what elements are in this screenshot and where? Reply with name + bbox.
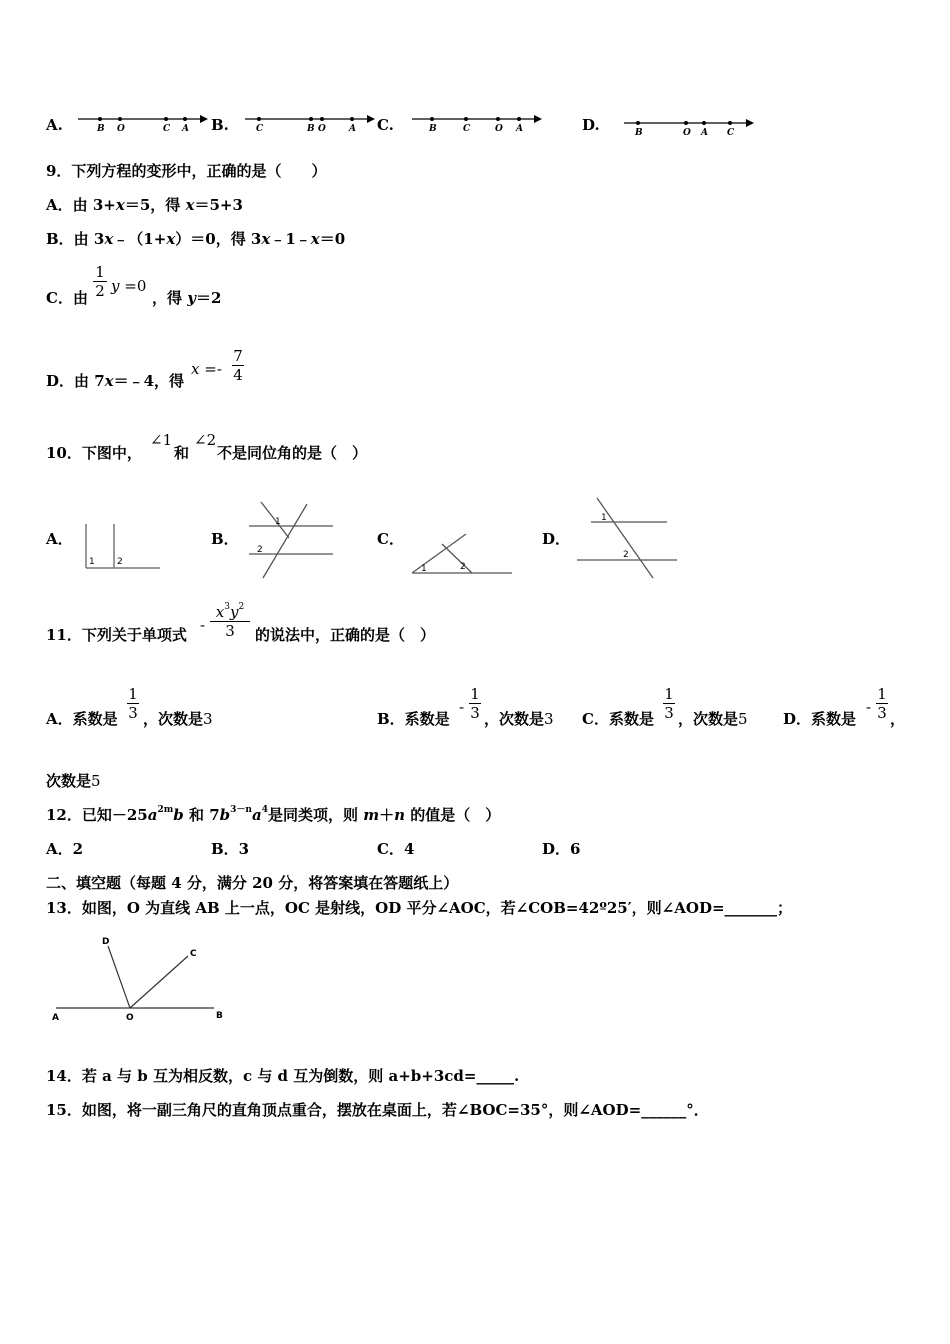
q10-figure-a [80,520,162,572]
monomial-denominator: 3 [225,622,235,640]
q11-option-a-prefix: A．系数是 [46,710,118,728]
point-label: A [701,128,708,138]
point-dot [350,117,354,121]
q11-option-c-prefix: C．系数是 [582,710,654,728]
q10-angle-2: ∠2 [194,431,217,449]
angle-mark: 1 [275,517,281,527]
point-dot [257,117,261,121]
number-line-arrow [200,115,208,123]
q11-option-d-fraction: 1 3 [877,685,887,722]
point-dot [728,121,732,125]
q11-option-b-negative: - [459,698,465,716]
q8-option-a-letter: A. [46,116,63,134]
q9-option-c-fraction [93,264,107,299]
q11-option-c-fraction: 1 3 [664,685,674,722]
point-label: B [429,124,437,134]
point-dot [98,117,102,121]
fraction-numerator: 1 [95,263,105,281]
q10-figure-b [245,498,337,580]
q8-option-d-letter: D. [582,116,600,134]
q10-figure-c [408,530,516,578]
point-label: O [126,1013,134,1023]
q11-option-b-degree: ，次数是3 [484,710,554,728]
point-label: O [495,124,503,134]
q12-stem: 12．已知$-25a^{2m}b$ 和 $7b^{3-n}a^4$是同类项，则 m＋n 的值是（ ） [46,805,501,824]
q11-option-d-degree: 次数是5 [46,772,101,790]
q11-option-d-comma: ， [890,710,906,728]
q8-option-a-number-line [78,110,208,136]
q11-option-d-negative: - [866,698,872,716]
q10-option-b-letter: B． [211,530,239,548]
number-line-arrow [534,115,542,123]
point-label: B [635,128,643,138]
q10-and: 和 [174,444,190,462]
point-dot [164,117,168,121]
point-label: O [318,124,326,134]
q11-monomial [210,604,250,639]
angle-mark: 1 [601,513,607,523]
q8-option-c-letter: C. [377,116,394,134]
q9-option-c-equation: y =0 [111,277,147,295]
q11-option-c-degree: ，次数是5 [678,710,748,728]
q9-option-b: B．由 3x﹣（1+x）＝0，得 3x﹣1﹣x＝0 [46,230,346,248]
q14-text: 14．若 a 与 b 互为相反数，c 与 d 互为倒数，则 a+b+3cd=_____. [46,1067,520,1085]
q9-option-a: A．由 3+x＝5，得 x＝5+3 [46,196,243,214]
q10-option-a-letter: A． [46,530,73,548]
point-label: A [52,1013,59,1023]
point-label: C [727,128,735,138]
fraction-denominator: 4 [233,366,243,384]
point-label: C [256,124,264,134]
q12-option-a: A．2 [46,840,84,858]
point-dot [464,117,468,121]
q12-option-d: D．6 [542,840,581,858]
point-label: A [349,124,356,134]
q13-text: 13．如图，O 为直线 AB 上一点，OC 是射线，OD 平分∠AOC，若∠COB=42º25′，则∠AOD=_______； [46,899,793,917]
point-label: C [163,124,171,134]
angle-mark: 2 [257,545,263,555]
q8-option-d-number-line [624,114,754,140]
angle-mark: 1 [89,557,95,567]
section-heading: 二、填空题（每题 4 分，满分 20 分，将答案填在答题纸上） [46,874,459,892]
q11-stem-prefix: 11．下列关于单项式 [46,626,187,644]
fraction-denominator: 2 [95,282,105,300]
q8-option-b-letter: B. [211,116,229,134]
point-dot [309,117,313,121]
point-label: C [463,124,471,134]
point-label: B [216,1011,223,1021]
point-label: B [307,124,315,134]
fraction-numerator: 7 [233,347,243,365]
point-dot [118,117,122,121]
q10-stem-suffix: 不是同位角的是（ ） [217,444,368,462]
point-label: A [516,124,523,134]
q8-option-c-number-line [412,110,542,136]
q11-option-d-prefix: D．系数是 [783,710,857,728]
point-dot [320,117,324,121]
angle-mark: 2 [117,557,123,567]
angle-mark: 2 [623,550,629,560]
q15-text: 15．如图，将一副三角尺的直角顶点重合，摆放在桌面上，若∠BOC=35°，则∠AOD=______°． [46,1101,709,1119]
q11-option-b-fraction: 1 3 [470,685,480,722]
point-dot [183,117,187,121]
q9-stem: 9．下列方程的变形中，正确的是（ ） [46,162,327,180]
q12-option-c: C．4 [377,840,415,858]
q9-option-d-lhs: x =- [191,360,222,378]
point-label: A [182,124,189,134]
q10-stem-prefix: 10．下图中， [46,444,142,462]
point-dot [496,117,500,121]
q10-figure-d [575,494,680,580]
q10-option-c-letter: C． [377,530,404,548]
point-dot [702,121,706,125]
q9-option-d-prefix: D．由 7x＝﹣4，得 [46,372,185,390]
q11-negative-sign: - [200,616,206,634]
point-dot [684,121,688,125]
q10-angle-1: ∠1 [150,431,173,449]
point-dot [430,117,434,121]
number-line-arrow [367,115,375,123]
point-dot [517,117,521,121]
q8-option-b-number-line [245,110,375,136]
q10-option-d-letter: D． [542,530,571,548]
point-label: D [102,937,110,947]
q11-stem-suffix: 的说法中，正确的是（ ） [255,626,436,644]
q11-option-a-fraction: 1 3 [128,685,138,722]
q9-option-d-fraction [232,348,244,383]
angle-mark: 1 [421,564,427,574]
point-label: B [97,124,105,134]
monomial-numerator: $x^3y^2$ [215,602,245,621]
q13-figure [48,932,228,1024]
point-label: C [190,949,197,959]
q9-option-c-prefix: C．由 [46,289,88,307]
q12-option-b: B．3 [211,840,250,858]
q11-option-b-prefix: B．系数是 [377,710,450,728]
q11-option-a-degree: ，次数是3 [143,710,213,728]
point-label: O [683,128,691,138]
number-line-arrow [746,119,754,127]
point-dot [636,121,640,125]
q9-option-c-result: ，得 y＝2 [152,289,222,307]
angle-mark: 2 [460,562,466,572]
point-label: O [117,124,125,134]
